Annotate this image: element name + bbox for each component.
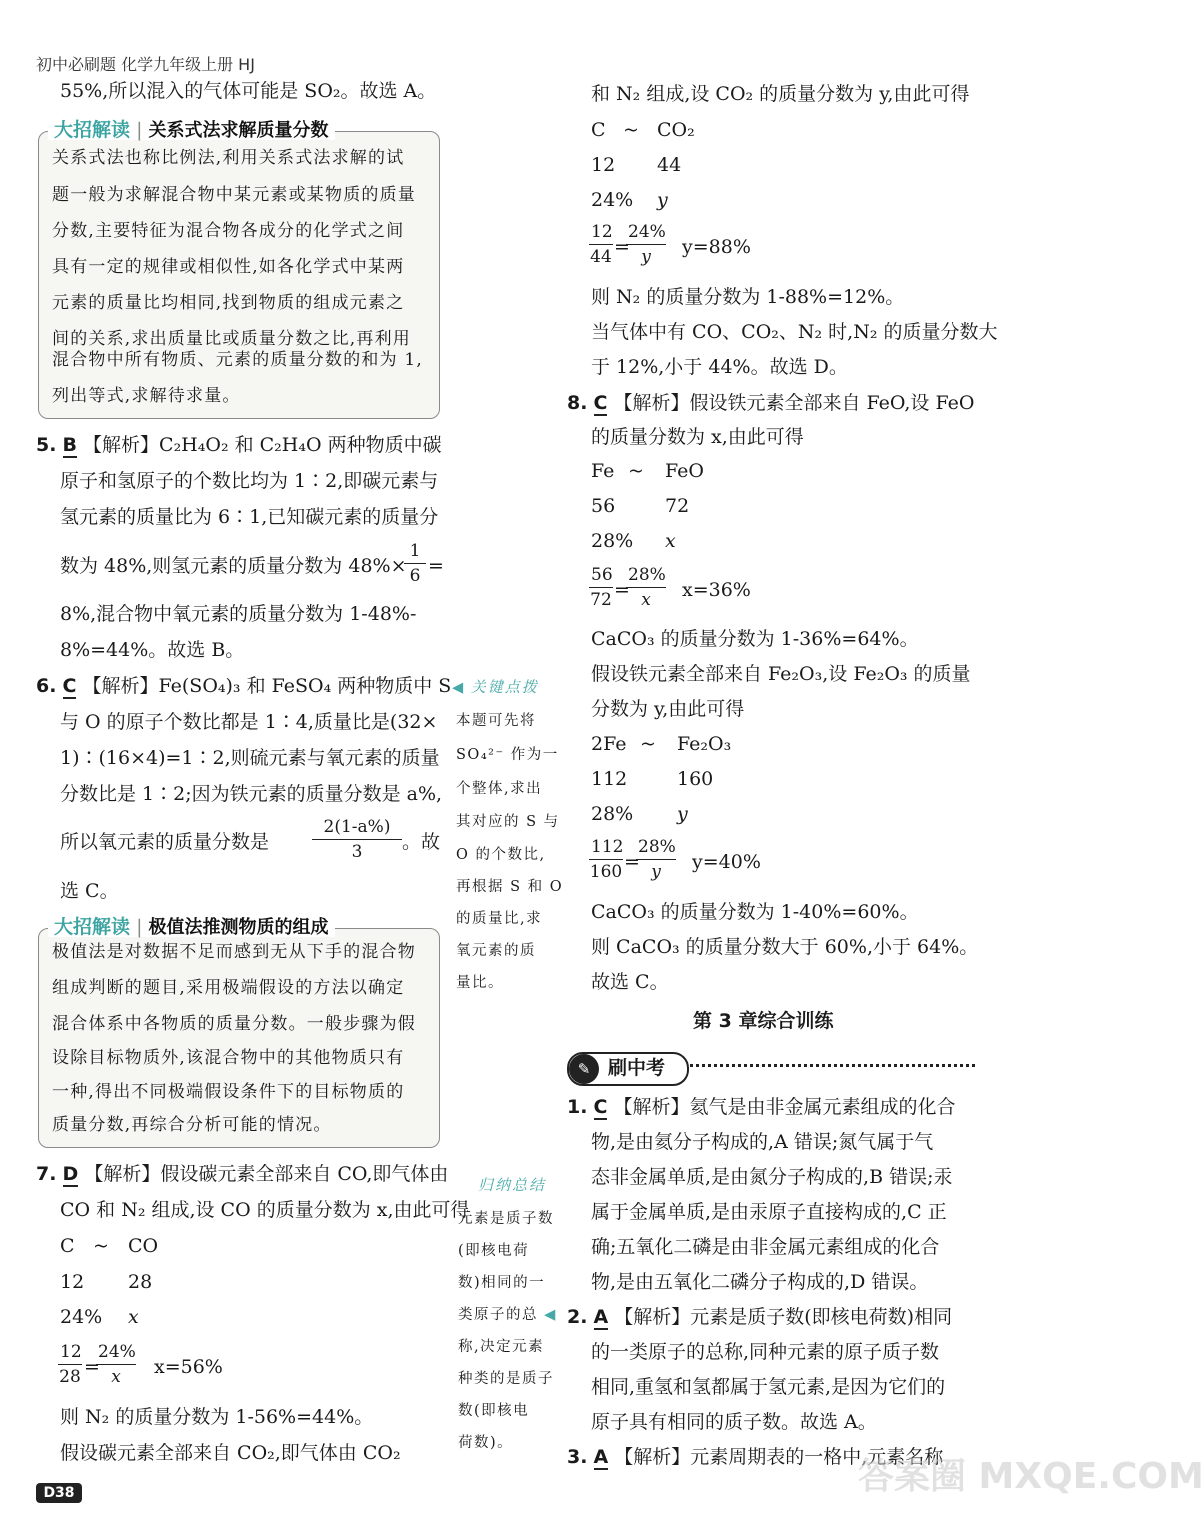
ratio-cell: ~ bbox=[93, 1235, 109, 1257]
sidenote-line: 荷数)。 bbox=[458, 1435, 514, 1451]
equals-sign: = bbox=[84, 1356, 100, 1378]
fraction bbox=[636, 839, 676, 881]
q1-first-line bbox=[567, 1098, 956, 1117]
sidenote-title bbox=[478, 1178, 546, 1194]
q6-line: 选 C。 bbox=[60, 880, 119, 902]
sidenote-line: SO₄²⁻ 作为一 bbox=[456, 747, 559, 763]
q1-line: 【解析】氦气是由非金属元素组成的化合 bbox=[613, 1096, 956, 1118]
q1-line: 属于金属单质,是由汞原子直接构成的,C 正 bbox=[591, 1201, 947, 1223]
sidenote-line: 量比。 bbox=[456, 975, 504, 991]
tip-title: 关系式法求解质量分数 bbox=[148, 120, 329, 141]
equals-sign: = bbox=[614, 236, 630, 258]
q8-line: 故选 C。 bbox=[591, 971, 669, 993]
q6-line: 。故 bbox=[402, 831, 441, 853]
equals-sign: = bbox=[614, 579, 630, 601]
fraction bbox=[626, 567, 666, 609]
q7-line: 【解析】假设碳元素全部来自 CO,即气体由 bbox=[84, 1163, 449, 1185]
fraction-numerator: 24% bbox=[626, 224, 666, 245]
q1-line: 物,是由氦分子构成的,A 错误;氮气属于气 bbox=[591, 1131, 934, 1153]
sidenote-line: (即核电荷 bbox=[458, 1243, 530, 1259]
sidenote-line: 数(即核电 bbox=[458, 1403, 530, 1419]
page-number: D38 bbox=[36, 1483, 82, 1503]
ratio-cell: CO bbox=[128, 1235, 159, 1257]
section-title: 第 3 章综合训练 bbox=[693, 1010, 834, 1032]
sidenote-line: 其对应的 S 与 bbox=[456, 814, 560, 830]
fraction bbox=[96, 1344, 136, 1386]
fraction-numerator: 12 bbox=[58, 1344, 82, 1365]
q1-line: 态非金属单质,是由氮分子构成的,B 错误;汞 bbox=[591, 1166, 953, 1188]
sidenote-line: 元素是质子数 bbox=[458, 1211, 554, 1227]
answer-letter: B bbox=[62, 434, 77, 456]
sidenote-line-text: 类原子的总 bbox=[458, 1307, 538, 1323]
tip-box-1-heading: 大招解读 | 关系式法求解质量分数 bbox=[48, 121, 335, 140]
q7-line: 则 N₂ 的质量分数为 1-56%=44%。 bbox=[60, 1406, 374, 1428]
q5-line: 8%,混合物中氧元素的质量分数为 1-48%- bbox=[60, 603, 417, 625]
fraction-denominator: 28 bbox=[59, 1367, 81, 1387]
fraction-numerator: 1 bbox=[404, 543, 426, 564]
q8-line: 则 CaCO₃ 的质量分数大于 60%,小于 64%。 bbox=[591, 936, 979, 958]
fraction-numerator: 28% bbox=[636, 839, 676, 860]
sidenote-line: 氧元素的质 bbox=[456, 943, 536, 959]
ratio-cell: ~ bbox=[628, 460, 644, 482]
answer-letter: C bbox=[62, 675, 77, 697]
answer-letter: A bbox=[593, 1306, 609, 1328]
fraction-numerator: 56 bbox=[589, 567, 613, 588]
ratio-cell: 2Fe bbox=[591, 733, 627, 755]
ratio-cell: 28% bbox=[591, 530, 634, 552]
ratio-cell: 44 bbox=[657, 154, 682, 176]
fraction-numerator: 112 bbox=[589, 839, 623, 860]
q7-cont-line: 当气体中有 CO、CO₂、N₂ 时,N₂ 的质量分数大 bbox=[591, 321, 998, 343]
ratio-cell: FeO bbox=[665, 460, 704, 482]
fraction-denominator: 3 bbox=[351, 842, 363, 862]
q6-first-line bbox=[36, 677, 451, 696]
q5-line: 【解析】C₂H₄O₂ 和 C₂H₄O 两种物质中碳 bbox=[83, 434, 442, 456]
q2-line: 相同,重氢和氢都属于氢元素,是因为它们的 bbox=[591, 1376, 946, 1398]
question-number: 8. bbox=[567, 392, 588, 414]
chip-label: 刷中考 bbox=[608, 1057, 666, 1079]
tip-line: 混合物中所有物质、元素的质量分数的和为 1, bbox=[52, 350, 424, 370]
fraction-numerator: 2(1-a%) bbox=[312, 819, 402, 840]
q5-line: 氢元素的质量比为 6∶1,已知碳元素的质量分 bbox=[60, 506, 439, 528]
tip-tag: 大招解读 bbox=[54, 119, 131, 141]
fraction-denominator: 72 bbox=[590, 590, 612, 610]
fraction bbox=[589, 567, 613, 609]
fraction-denominator: 44 bbox=[590, 247, 612, 267]
q5-first-line bbox=[36, 436, 442, 455]
fraction-denominator: y bbox=[651, 862, 661, 882]
tip-title: 极值法推测物质的组成 bbox=[148, 917, 329, 938]
sidenote-title-text: 关键点拨 bbox=[470, 678, 539, 696]
ratio-cell: y bbox=[657, 189, 668, 211]
fraction-denominator: y bbox=[641, 247, 651, 267]
question-number: 1. bbox=[567, 1096, 588, 1118]
ratio-cell: 28 bbox=[128, 1271, 153, 1293]
ratio-cell: 12 bbox=[60, 1271, 85, 1293]
q6-line: 分数比是 1∶2;因为铁元素的质量分数是 a%, bbox=[60, 783, 443, 805]
q6-line: 所以氧元素的质量分数是 bbox=[60, 831, 270, 853]
q7-cont-line: 则 N₂ 的质量分数为 1-88%=12%。 bbox=[591, 286, 905, 308]
ratio-cell: x bbox=[128, 1306, 139, 1328]
tip-line: 间的关系,求出质量比或质量分数之比,再利用 bbox=[52, 329, 412, 349]
tip-line: 分数,主要特征为混合物各成分的化学式之间 bbox=[52, 221, 405, 241]
q6-line: 【解析】Fe(SO₄)₃ 和 FeSO₄ 两种物质中 S bbox=[82, 675, 452, 697]
q1-line: 确;五氧化二磷是由非金属元素组成的化合 bbox=[591, 1236, 940, 1258]
fraction-numerator: 24% bbox=[96, 1344, 136, 1365]
sidenote-line: 数)相同的一 bbox=[458, 1275, 546, 1291]
question-number: 5. bbox=[36, 434, 57, 456]
tip-line: 题一般为求解混合物中某元素或某物质的质量 bbox=[52, 185, 416, 205]
ratio-cell: Fe₂O₃ bbox=[677, 733, 732, 755]
ratio-cell: C bbox=[591, 119, 606, 141]
ratio-cell: 56 bbox=[591, 495, 616, 517]
ratio-cell: C bbox=[60, 1235, 75, 1257]
tip-box-2-heading: 大招解读 | 极值法推测物质的组成 bbox=[48, 918, 335, 937]
sidenote-line: 个整体,求出 bbox=[456, 781, 543, 797]
question-number: 2. bbox=[567, 1306, 588, 1328]
answer-letter: A bbox=[593, 1446, 609, 1468]
question-number: 3. bbox=[567, 1446, 588, 1468]
fraction-denominator: x bbox=[641, 590, 651, 610]
q5-line: 原子和氢原子的个数比均为 1∶2,即碳元素与 bbox=[60, 470, 439, 492]
q2-first-line bbox=[567, 1308, 952, 1327]
q7-line: CO 和 N₂ 组成,设 CO 的质量分数为 x,由此可得 bbox=[60, 1199, 470, 1221]
ratio-cell: CO₂ bbox=[657, 119, 695, 141]
fraction bbox=[589, 224, 613, 266]
q4-tail-line: 55%,所以混入的气体可能是 SO₂。故选 A。 bbox=[60, 80, 437, 102]
fraction-denominator: 160 bbox=[589, 862, 623, 882]
sidenote-title: ◀ 关键点拨 bbox=[452, 678, 539, 696]
sidenote-line: 称,决定元素 bbox=[458, 1339, 545, 1355]
ratio-cell: 160 bbox=[677, 768, 714, 790]
sidenote-line: 类原子的总 ◀ bbox=[458, 1307, 557, 1323]
q7-first-line bbox=[36, 1165, 448, 1184]
tip-line: 列出等式,求解待求量。 bbox=[52, 386, 241, 406]
sidenote-title-text: 归纳总结 bbox=[478, 1176, 547, 1194]
q6-line: 1)∶(16×4)=1∶2,则硫元素与氧元素的质量 bbox=[60, 747, 440, 769]
tip-line: 元素的质量比均相同,找到物质的组成元素之 bbox=[52, 293, 405, 313]
answer-letter: C bbox=[593, 1096, 608, 1118]
q2-line: 【解析】元素是质子数(即核电荷数)相同 bbox=[614, 1306, 953, 1328]
sidenote-line: 再根据 S 和 O bbox=[456, 879, 564, 895]
fraction-denominator: 6 bbox=[409, 566, 421, 586]
q6-line: 与 O 的原子个数比都是 1∶4,质量比是(32× bbox=[60, 711, 438, 733]
ratio-cell: 28% bbox=[591, 803, 634, 825]
ratio-cell: 24% bbox=[591, 189, 634, 211]
tip-line: 混合体系中各物质的质量分数。一般步骤为假 bbox=[52, 1014, 416, 1034]
fraction bbox=[404, 543, 426, 585]
q3-line: 【解析】元素周期表的一格中,元素名称 bbox=[614, 1446, 944, 1468]
q8-first-line bbox=[567, 394, 974, 413]
fraction bbox=[589, 839, 623, 881]
tip-line: 关系式法也称比例法,利用关系式法求解的试 bbox=[52, 148, 405, 168]
ratio-cell: y bbox=[677, 803, 688, 825]
q8-line: 【解析】假设铁元素全部来自 FeO,设 FeO bbox=[613, 392, 975, 414]
q2-line: 原子具有相同的质子数。故选 A。 bbox=[591, 1411, 877, 1433]
fraction bbox=[58, 1344, 82, 1386]
q1-line: 物,是由五氧化二磷分子构成的,D 错误。 bbox=[591, 1271, 929, 1293]
tip-line: 组成判断的题目,采用极端假设的方法以确定 bbox=[52, 978, 405, 998]
q8-line: 假设铁元素全部来自 Fe₂O₃,设 Fe₂O₃ 的质量 bbox=[591, 663, 971, 685]
q7-line: 假设碳元素全部来自 CO₂,即气体由 CO₂ bbox=[60, 1442, 401, 1464]
ratio-cell: Fe bbox=[591, 460, 615, 482]
tip-line: 一种,得出不同极端假设条件下的目标物质的 bbox=[52, 1082, 405, 1102]
fraction-denominator: x bbox=[111, 1367, 121, 1387]
q2-line: 的一类原子的总称,同种元素的原子质子数 bbox=[591, 1341, 940, 1363]
result: y=40% bbox=[692, 851, 761, 873]
equals-sign: = bbox=[624, 851, 640, 873]
question-number: 7. bbox=[36, 1163, 57, 1185]
q5-line: 8%=44%。故选 B。 bbox=[60, 639, 245, 661]
result: y=88% bbox=[682, 236, 751, 258]
dotted-rule bbox=[690, 1064, 975, 1067]
sidenote-line: O 的个数比, bbox=[456, 847, 546, 863]
fraction-numerator: 12 bbox=[589, 224, 613, 245]
ratio-cell: 112 bbox=[591, 768, 628, 790]
q8-line: 分数为 y,由此可得 bbox=[591, 698, 745, 720]
tip-tag: 大招解读 bbox=[54, 916, 131, 938]
fraction-numerator: 28% bbox=[626, 567, 666, 588]
q8-line: CaCO₃ 的质量分数为 1-36%=64%。 bbox=[591, 628, 919, 650]
tip-line: 极值法是对数据不足而感到无从下手的混合物 bbox=[52, 942, 416, 962]
tip-line: 设除目标物质外,该混合物中的其他物质只有 bbox=[52, 1048, 405, 1068]
q7-cont-line: 和 N₂ 组成,设 CO₂ 的质量分数为 y,由此可得 bbox=[591, 83, 970, 105]
equals-sign: = bbox=[428, 555, 444, 577]
watermark: 答案圈 MXQE.COM bbox=[858, 1456, 1204, 1497]
answer-letter: D bbox=[62, 1163, 79, 1185]
ratio-cell: 72 bbox=[665, 495, 690, 517]
sidenote-line: 本题可先将 bbox=[456, 713, 536, 729]
q8-line: CaCO₃ 的质量分数为 1-40%=60%。 bbox=[591, 901, 919, 923]
ratio-cell: 24% bbox=[60, 1306, 103, 1328]
q7-cont-line: 于 12%,小于 44%。故选 D。 bbox=[591, 356, 848, 378]
ratio-cell: ~ bbox=[623, 119, 639, 141]
answer-letter: C bbox=[593, 392, 608, 414]
fraction bbox=[312, 819, 402, 861]
q8-line: 的质量分数为 x,由此可得 bbox=[591, 426, 804, 448]
fraction bbox=[626, 224, 666, 266]
result: x=36% bbox=[682, 579, 751, 601]
pen-icon: ✎ bbox=[569, 1054, 599, 1084]
question-number: 6. bbox=[36, 675, 57, 697]
ratio-cell: x bbox=[665, 530, 676, 552]
tip-line: 具有一定的规律或相似性,如各化学式中某两 bbox=[52, 257, 405, 277]
running-header: 初中必刷题 化学九年级上册 HJ bbox=[36, 55, 255, 74]
sidenote-line: 的质量比,求 bbox=[456, 911, 543, 927]
tip-line: 质量分数,再综合分析可能的情况。 bbox=[52, 1115, 332, 1135]
ratio-cell: 12 bbox=[591, 154, 616, 176]
sidenote-line: 种类的是质子 bbox=[458, 1371, 554, 1387]
ratio-cell: ~ bbox=[640, 733, 656, 755]
result: x=56% bbox=[154, 1356, 223, 1378]
q5-line: 数为 48%,则氢元素的质量分数为 48%× bbox=[60, 555, 407, 577]
